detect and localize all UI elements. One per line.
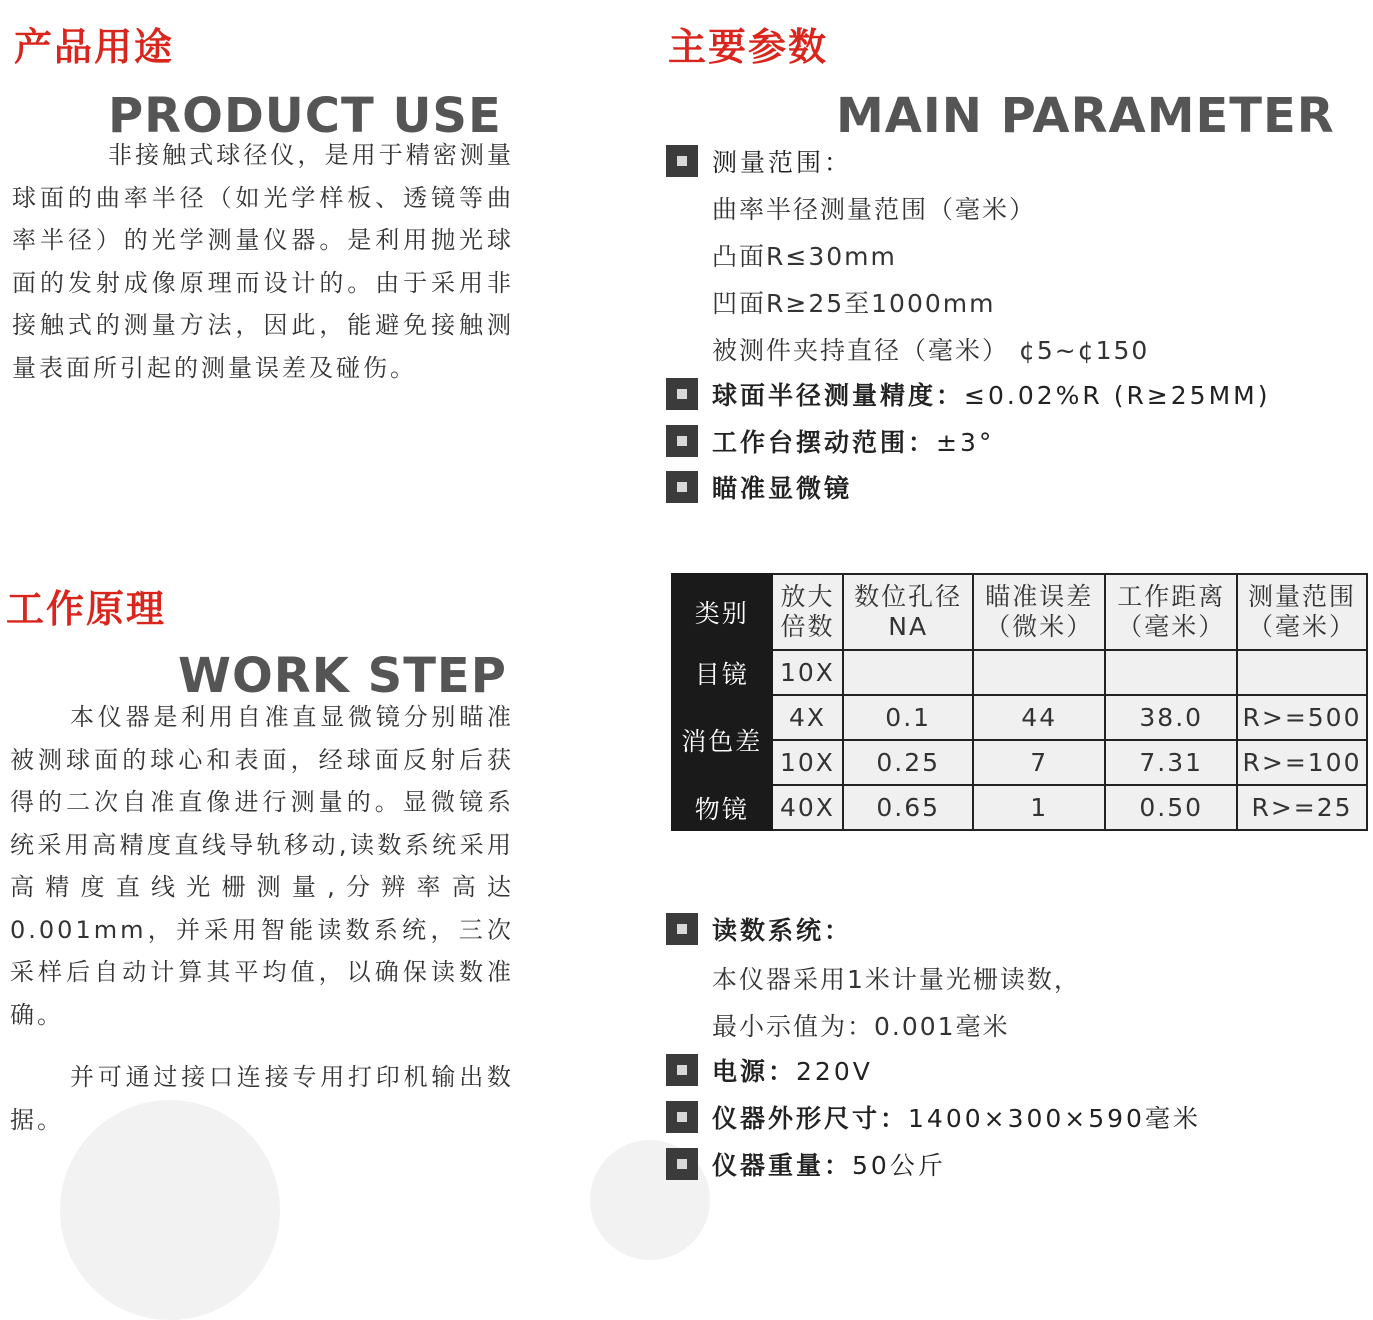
- param-swing-label: 工作台摆动范围：: [712, 428, 937, 457]
- table-cell: [973, 650, 1105, 695]
- param-range-label: 测量范围：: [712, 148, 853, 177]
- param-reading-line: 本仪器采用1米计量光栅读数，: [712, 965, 1081, 994]
- table-cell: [1237, 650, 1367, 695]
- table-cell: 4X: [772, 695, 844, 740]
- bullet-square-icon: [666, 471, 698, 503]
- table-group-objective: 物镜: [672, 785, 772, 830]
- table-cell: 10X: [772, 740, 844, 785]
- param-range: [666, 144, 852, 178]
- param-range-line: 被测件夹持直径（毫米） ¢5~¢150: [712, 336, 1150, 365]
- table-cell: 0.25: [843, 740, 973, 785]
- product-use-cn-title: 产品用途: [14, 25, 175, 69]
- param-reading-label: 读数系统：: [712, 916, 853, 945]
- bullet-square-icon: [666, 378, 698, 410]
- table-row: [672, 650, 1367, 695]
- param-swing-value: ±3°: [936, 428, 995, 457]
- table-cell: R>=25: [1237, 785, 1367, 830]
- work-step-text: 本仪器是利用自准直显微镜分别瞄准被测球面的球心和表面，经球面反射后获得的二次自准直像进行测量的。显微镜系统采用高精度直线导轨移动,读数系统采用高精度直线光栅测量,分辨率高达0.001mm，并采用智能读数系统，三次采样后自动计算其平均值，以确保读数准确。: [10, 703, 514, 1029]
- table-cell: 1: [973, 785, 1105, 830]
- param-swing: [666, 424, 994, 458]
- table-cell: R>=100: [1237, 740, 1367, 785]
- main-parameter-cn-title: 主要参数: [668, 25, 829, 69]
- param-range-line: 凹面R≥25至1000mm: [712, 289, 996, 318]
- table-cell: 0.50: [1105, 785, 1237, 830]
- param-reading: [666, 912, 852, 946]
- param-range-line: 曲率半径测量范围（毫米）: [712, 195, 1037, 224]
- table-cell: 7.31: [1105, 740, 1237, 785]
- work-step-cn-title: 工作原理: [6, 587, 167, 631]
- main-parameter-en-title: MAIN PARAMETER: [836, 88, 1335, 144]
- table-cell: 0.1: [843, 695, 973, 740]
- param-range-line: 凸面R≤30mm: [712, 242, 897, 271]
- bullet-square-icon: [666, 1101, 698, 1133]
- bullet-square-icon: [666, 425, 698, 457]
- table-header-aperture: 数位孔径 NA: [843, 574, 973, 650]
- work-step-en-title: WORK STEP: [178, 648, 507, 704]
- param-precision: [666, 377, 1270, 411]
- param-weight-label: 仪器重量：: [712, 1151, 853, 1180]
- table-cell: [843, 650, 973, 695]
- param-power: [666, 1053, 873, 1087]
- param-power-value: 220V: [796, 1057, 873, 1086]
- table-header-magnification: 放大 倍数: [772, 574, 844, 650]
- param-weight: [666, 1147, 946, 1181]
- param-size-label: 仪器外形尺寸：: [712, 1104, 909, 1133]
- param-weight-value: 50公斤: [852, 1151, 946, 1180]
- bullet-square-icon: [666, 913, 698, 945]
- product-use-text: 非接触式球径仪，是用于精密测量球面的曲率半径（如光学样板、透镜等曲率半径）的光学测量仪器。是利用抛光球面的发射成像原理而设计的。由于采用非接触式的测量方法，因此，能避免接触测量表面所引起的测量误差及碰伤。: [12, 141, 514, 382]
- bullet-square-icon: [666, 1148, 698, 1180]
- param-microscope-label: 瞄准显微镜: [712, 474, 853, 503]
- product-use-en-title: PRODUCT USE: [108, 88, 502, 144]
- table-cell: 7: [973, 740, 1105, 785]
- param-precision-value: ≤0.02%R (R≥25MM): [964, 381, 1271, 410]
- table-cell: 0.65: [843, 785, 973, 830]
- table-header-aim-error: 瞄准误差 （微米）: [973, 574, 1105, 650]
- table-row: [672, 695, 1367, 740]
- table-header-measure-range: 测量范围 （毫米）: [1237, 574, 1367, 650]
- table-header-category: 类别: [672, 574, 772, 650]
- param-microscope: [666, 470, 852, 504]
- table-group-eyepiece: 目镜: [672, 650, 772, 695]
- table-cell: 40X: [772, 785, 844, 830]
- bullet-square-icon: [666, 145, 698, 177]
- table-header-working-distance: 工作距离 （毫米）: [1105, 574, 1237, 650]
- table-row: [672, 740, 1367, 785]
- table-cell: R>=500: [1237, 695, 1367, 740]
- param-precision-label: 球面半径测量精度：: [712, 381, 965, 410]
- work-step-text-2: 并可通过接口连接专用打印机输出数据。: [10, 1063, 514, 1134]
- table-cell: 38.0: [1105, 695, 1237, 740]
- table-cell: 44: [973, 695, 1105, 740]
- bullet-square-icon: [666, 1054, 698, 1086]
- param-size-value: 1400×300×590毫米: [908, 1104, 1201, 1133]
- table-group-achromatic: 消色差: [672, 695, 772, 785]
- table-cell: 10X: [772, 650, 844, 695]
- microscope-spec-table: [671, 573, 1368, 831]
- param-power-label: 电源：: [712, 1057, 797, 1086]
- table-cell: [1105, 650, 1237, 695]
- param-size: [666, 1100, 1201, 1134]
- param-reading-line: 最小示值为：0.001毫米: [712, 1012, 1010, 1041]
- table-row: [672, 785, 1367, 830]
